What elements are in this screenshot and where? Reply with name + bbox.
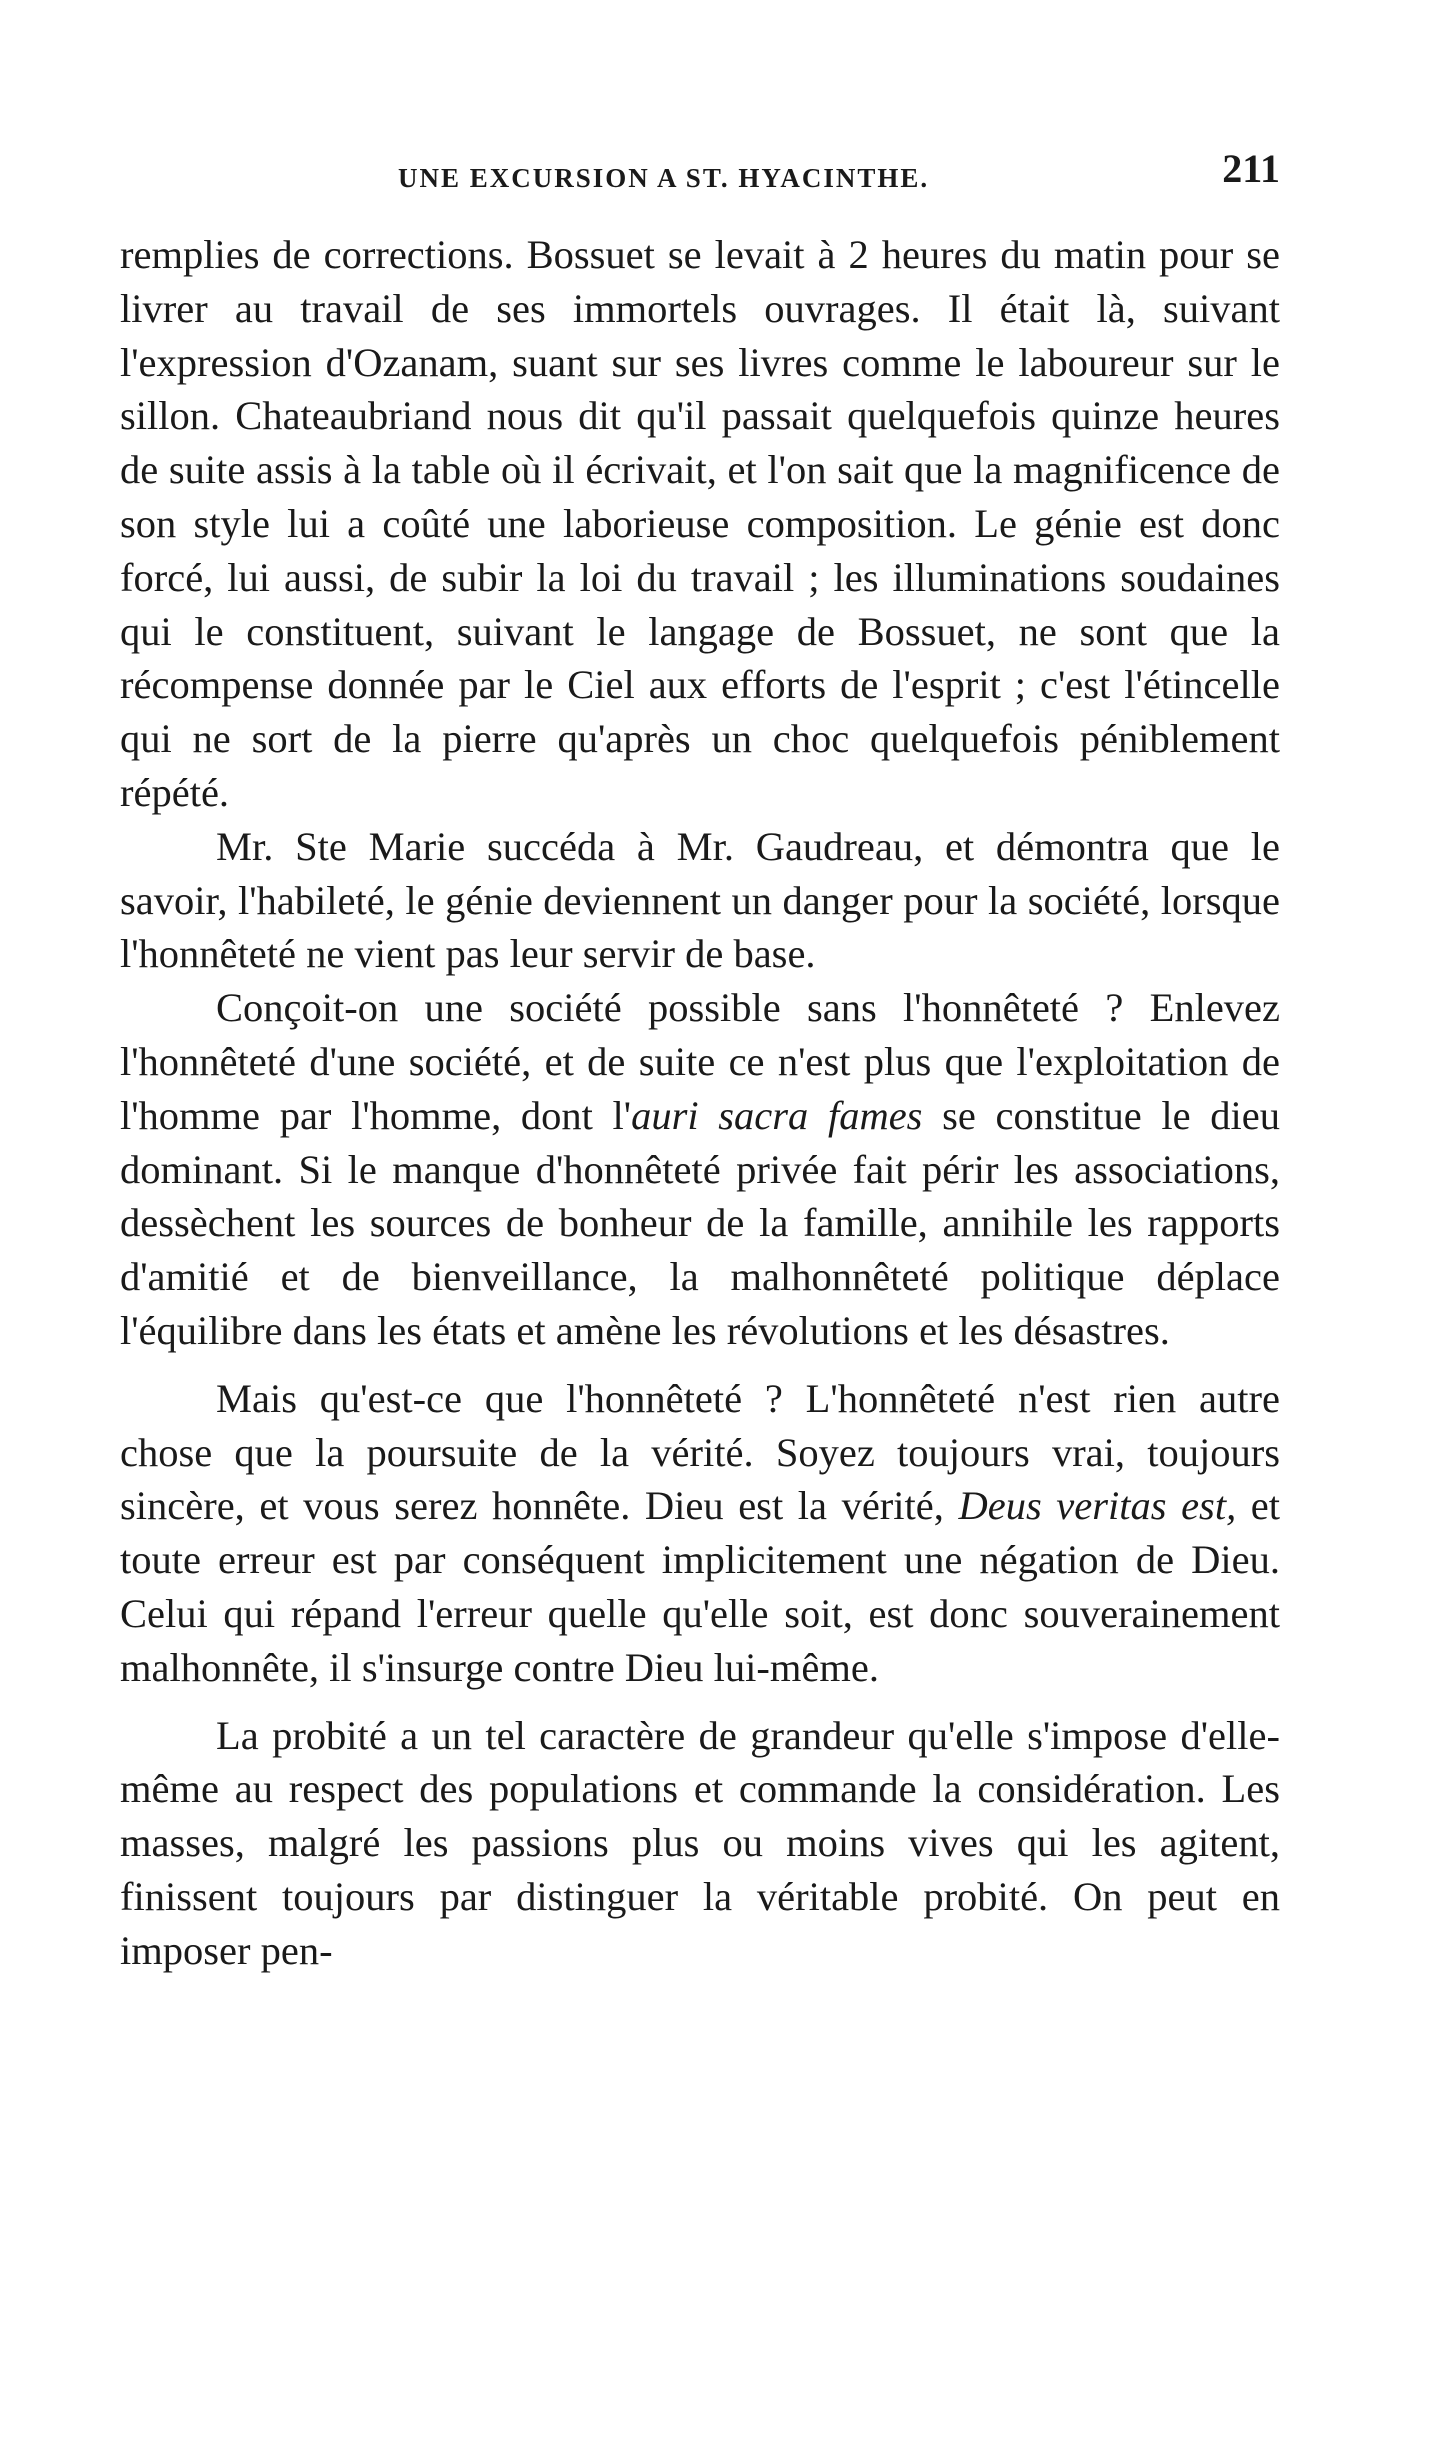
page-header [120,145,1280,205]
paragraph-3-part-2: se constitue le dieu dominant. Si le manque d'honnêteté privée fait périr les associations, dessèchent les sources de bonheur de la famille, annihile les rapports d'amitié et de bienveillance, la malhonnêteté politique déplace l'équilibre dans les états et amène les révolutions et les désastres. [120,1092,1280,1353]
paragraph-4-part-1: Mais qu'est-ce que l'honnêteté ? L'honnêteté n'est rien autre chose que la poursuite de la vérité. Soyez toujours vrai, toujours sincère, et vous serez honnête. Dieu est la vérité, [120,1375,1280,1529]
paragraph-4 [120,1372,1280,1695]
paragraph-4-part-2: et toute erreur est par conséquent implicitement une négation de Dieu. Celui qui répand l'erreur quelle qu'elle soit, est donc souverainement malhonnête, il s'insurge contre Dieu lui-même. [120,1483,1281,1690]
paragraph-5: La probité a un tel caractère de grandeur qu'elle s'impose d'elle-même au respect des populations et commande la considération. Les masses, malgré les passions plus ou moins vives qui les agitent, finissent toujours par distinguer la véritable probité. On peut en imposer pen- [120,1712,1280,1973]
paragraph-3-part-1: Conçoit-on une société possible sans l'honnêteté ? Enlevez l'honnêteté d'une société, et de suite ce n'est plus que l'exploitation de l'homme par l'homme, dont l' [120,985,1280,1138]
paragraph-2: Mr. Ste Marie succéda à Mr. Gaudreau, et démontra que le savoir, l'habileté, le génie deviennent un danger pour la société, lorsque l'honnêteté ne vient pas leur servir de base. [120,823,1280,977]
body-text [120,228,1280,1978]
paragraph-3 [120,981,1280,1358]
page-number: 211 [1222,146,1280,191]
running-title: UNE EXCURSION A ST. HYACINTHE. [398,163,930,193]
paragraph-1: remplies de corrections. Bossuet se levait à 2 heures du matin pour se livrer au travail de ses immortels ouvrages. Il était là, suivant l'expression d'Ozanam, suant sur ses livres comme le laboureur sur le sillon. Chateaubriand nous dit qu'il passait quelquefois quinze heures de suite assis à la table où il écrivait, et l'on sait que la magnificence de son style lui a coûté une laborieuse composition. Le génie est donc forcé, lui aussi, de subir la loi du travail ; les illuminations soudaines qui le constituent, suivant le langage de Bossuet, ne sont que la récompense donnée par le Ciel aux efforts de l'esprit ; c'est l'étincelle qui ne sort de la pierre qu'après un choc quelquefois péniblement répété. [120,232,1280,815]
latin-phrase-auri-sacra-fames: auri sacra fames [631,1092,923,1138]
latin-phrase-deus-veritas-est: Deus veritas est, [958,1483,1237,1529]
